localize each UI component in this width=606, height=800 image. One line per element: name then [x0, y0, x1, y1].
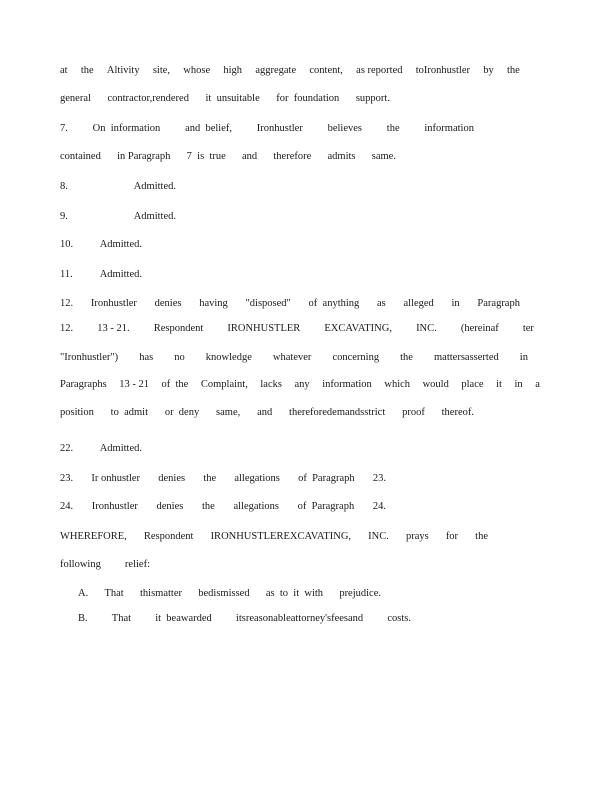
text-segment: it beawarded [155, 613, 212, 624]
text-segment: a [535, 379, 540, 390]
text-segment: denies [154, 298, 182, 309]
text-segment: A. [78, 588, 89, 599]
text-segment: 9. [60, 211, 68, 222]
text-segment: has [139, 352, 154, 363]
text-segment: 22. [60, 443, 74, 454]
text-segment: site, [152, 65, 171, 76]
text-segment: to admit [110, 407, 148, 418]
text-line [60, 558, 150, 572]
text-segment: B. [78, 613, 88, 624]
text-segment: Admitted. [99, 269, 142, 280]
text-segment: and [257, 407, 273, 418]
text-line [78, 587, 381, 601]
text-segment: Admitted. [133, 211, 176, 222]
text-segment: it unsuitable [205, 93, 260, 104]
text-segment: by [483, 65, 494, 76]
text-segment: in [451, 298, 460, 309]
text-segment: proof [402, 407, 425, 418]
text-segment: in Paragraph [117, 151, 171, 162]
text-segment: thereof. [441, 407, 474, 418]
text-segment: 23. [372, 473, 386, 484]
text-segment: Paragraphs [60, 379, 107, 390]
text-segment: admits [327, 151, 356, 162]
text-segment: denies [158, 473, 186, 484]
text-segment: lacks [260, 379, 282, 390]
text-segment: place [461, 379, 484, 390]
text-segment: denies [156, 501, 184, 512]
text-segment: That [104, 588, 124, 599]
text-segment: in [514, 379, 523, 390]
text-line [60, 64, 520, 78]
text-segment: Respondent [143, 531, 194, 542]
text-line [60, 351, 528, 365]
text-segment: Admitted. [133, 181, 176, 192]
text-segment: INC. [416, 323, 437, 334]
text-segment: 7. [60, 123, 68, 134]
text-segment: content, [309, 65, 343, 76]
text-segment: Respondent [153, 323, 204, 334]
text-segment: EXCAVATING, [324, 323, 392, 334]
text-line [78, 612, 411, 626]
text-segment: the [507, 65, 520, 76]
text-segment: following [60, 559, 101, 570]
text-segment: information [424, 123, 474, 134]
text-segment: or deny [164, 407, 200, 418]
text-segment: IRONHUSTLER [227, 323, 301, 334]
text-segment: "disposed" [245, 298, 291, 309]
text-segment: Ironhustler [90, 298, 137, 309]
text-segment: allegations [234, 473, 280, 484]
text-line [60, 378, 540, 392]
text-segment: 24. [60, 501, 74, 512]
text-segment: no [174, 352, 185, 363]
text-segment: contractor,rendered [107, 93, 189, 104]
text-segment: concerning [332, 352, 380, 363]
text-segment: it [496, 379, 502, 390]
text-segment: the [475, 531, 488, 542]
text-segment: the [80, 65, 94, 76]
text-segment: any [294, 379, 310, 390]
text-segment: "Ironhustler") [60, 352, 119, 363]
text-segment: the [203, 473, 217, 484]
text-segment: Paragraph [477, 298, 520, 309]
text-segment: therefore [273, 151, 312, 162]
text-segment: Admitted. [99, 239, 142, 250]
text-segment: 24. [372, 501, 386, 512]
text-segment: 7 is true [186, 151, 226, 162]
text-segment: aggregate [255, 65, 297, 76]
text-segment: support. [355, 93, 390, 104]
text-segment: itsreasonableattorney'sfeesand [235, 613, 364, 624]
text-segment: contained [60, 151, 101, 162]
text-segment: having [199, 298, 228, 309]
text-segment: 12. [60, 298, 74, 309]
text-segment: Ir onhustler [91, 473, 141, 484]
text-segment: (hereinaf [460, 323, 499, 334]
text-segment: INC. [368, 531, 389, 542]
text-line [60, 472, 386, 486]
text-segment: costs. [387, 613, 411, 624]
text-line [60, 180, 176, 194]
text-segment: which [384, 379, 411, 390]
text-segment: would [422, 379, 449, 390]
text-segment: of the [161, 379, 189, 390]
text-segment: toIronhustler [415, 65, 471, 76]
text-segment: of anything [308, 298, 360, 309]
text-segment: believes [327, 123, 363, 134]
text-line [60, 210, 176, 224]
text-segment: 10. [60, 239, 74, 250]
text-segment: Ironhustler [91, 501, 138, 512]
text-segment: 11. [60, 269, 73, 280]
text-segment: 12. [60, 323, 74, 334]
text-segment: as [377, 298, 386, 309]
text-line [60, 268, 142, 282]
text-segment: WHEREFORE, [60, 531, 127, 542]
text-segment: high [223, 65, 243, 76]
text-segment: allegations [233, 501, 279, 512]
text-line [60, 150, 396, 164]
text-segment: prays [405, 531, 429, 542]
text-segment: On information [92, 123, 161, 134]
text-segment: Ironhustler [256, 123, 303, 134]
text-segment: and belief, [185, 123, 232, 134]
text-segment: for foundation [276, 93, 340, 104]
text-line [60, 322, 534, 336]
text-segment: of Paragraph [298, 473, 355, 484]
text-segment: 13 - 21 [119, 379, 149, 390]
text-segment: the [400, 352, 413, 363]
text-line [60, 92, 390, 106]
text-segment: relief: [124, 559, 150, 570]
text-segment: knowledge [205, 352, 252, 363]
text-segment: 8. [60, 181, 68, 192]
text-segment: whatever [272, 352, 312, 363]
text-segment: thereforedemandsstrict [289, 407, 386, 418]
text-segment: Complaint, [200, 379, 248, 390]
text-line [60, 238, 142, 252]
text-segment: Altivity [106, 65, 140, 76]
text-line [60, 442, 142, 456]
text-segment: and [241, 151, 258, 162]
text-segment: as to it with [265, 588, 324, 599]
text-segment: 13 - 21. [97, 323, 130, 334]
text-segment: for [445, 531, 459, 542]
text-line [60, 122, 474, 136]
text-segment: at [60, 65, 68, 76]
text-segment: IRONHUSTLEREXCAVATING, [210, 531, 352, 542]
text-segment: prejudice. [339, 588, 381, 599]
text-segment: thismatter [140, 588, 182, 599]
text-segment: information [322, 379, 372, 390]
text-line [60, 297, 520, 311]
text-segment: Admitted. [99, 443, 142, 454]
text-line [60, 406, 474, 420]
text-segment: as reported [356, 65, 403, 76]
text-segment: That [111, 613, 132, 624]
text-segment: whose [183, 65, 211, 76]
text-segment: alleged [403, 298, 434, 309]
text-segment: the [386, 123, 400, 134]
text-line [60, 530, 488, 544]
text-segment: same. [371, 151, 396, 162]
text-segment: same, [216, 407, 241, 418]
text-segment: in [519, 352, 528, 363]
text-segment: position [60, 407, 94, 418]
text-segment: mattersasserted [434, 352, 499, 363]
text-segment: of Paragraph [297, 501, 355, 512]
text-segment: the [202, 501, 215, 512]
text-segment: general [60, 93, 91, 104]
text-line [60, 500, 386, 514]
text-segment: ter [522, 323, 534, 334]
text-segment: bedismissed [198, 588, 250, 599]
text-segment: 23. [60, 473, 74, 484]
